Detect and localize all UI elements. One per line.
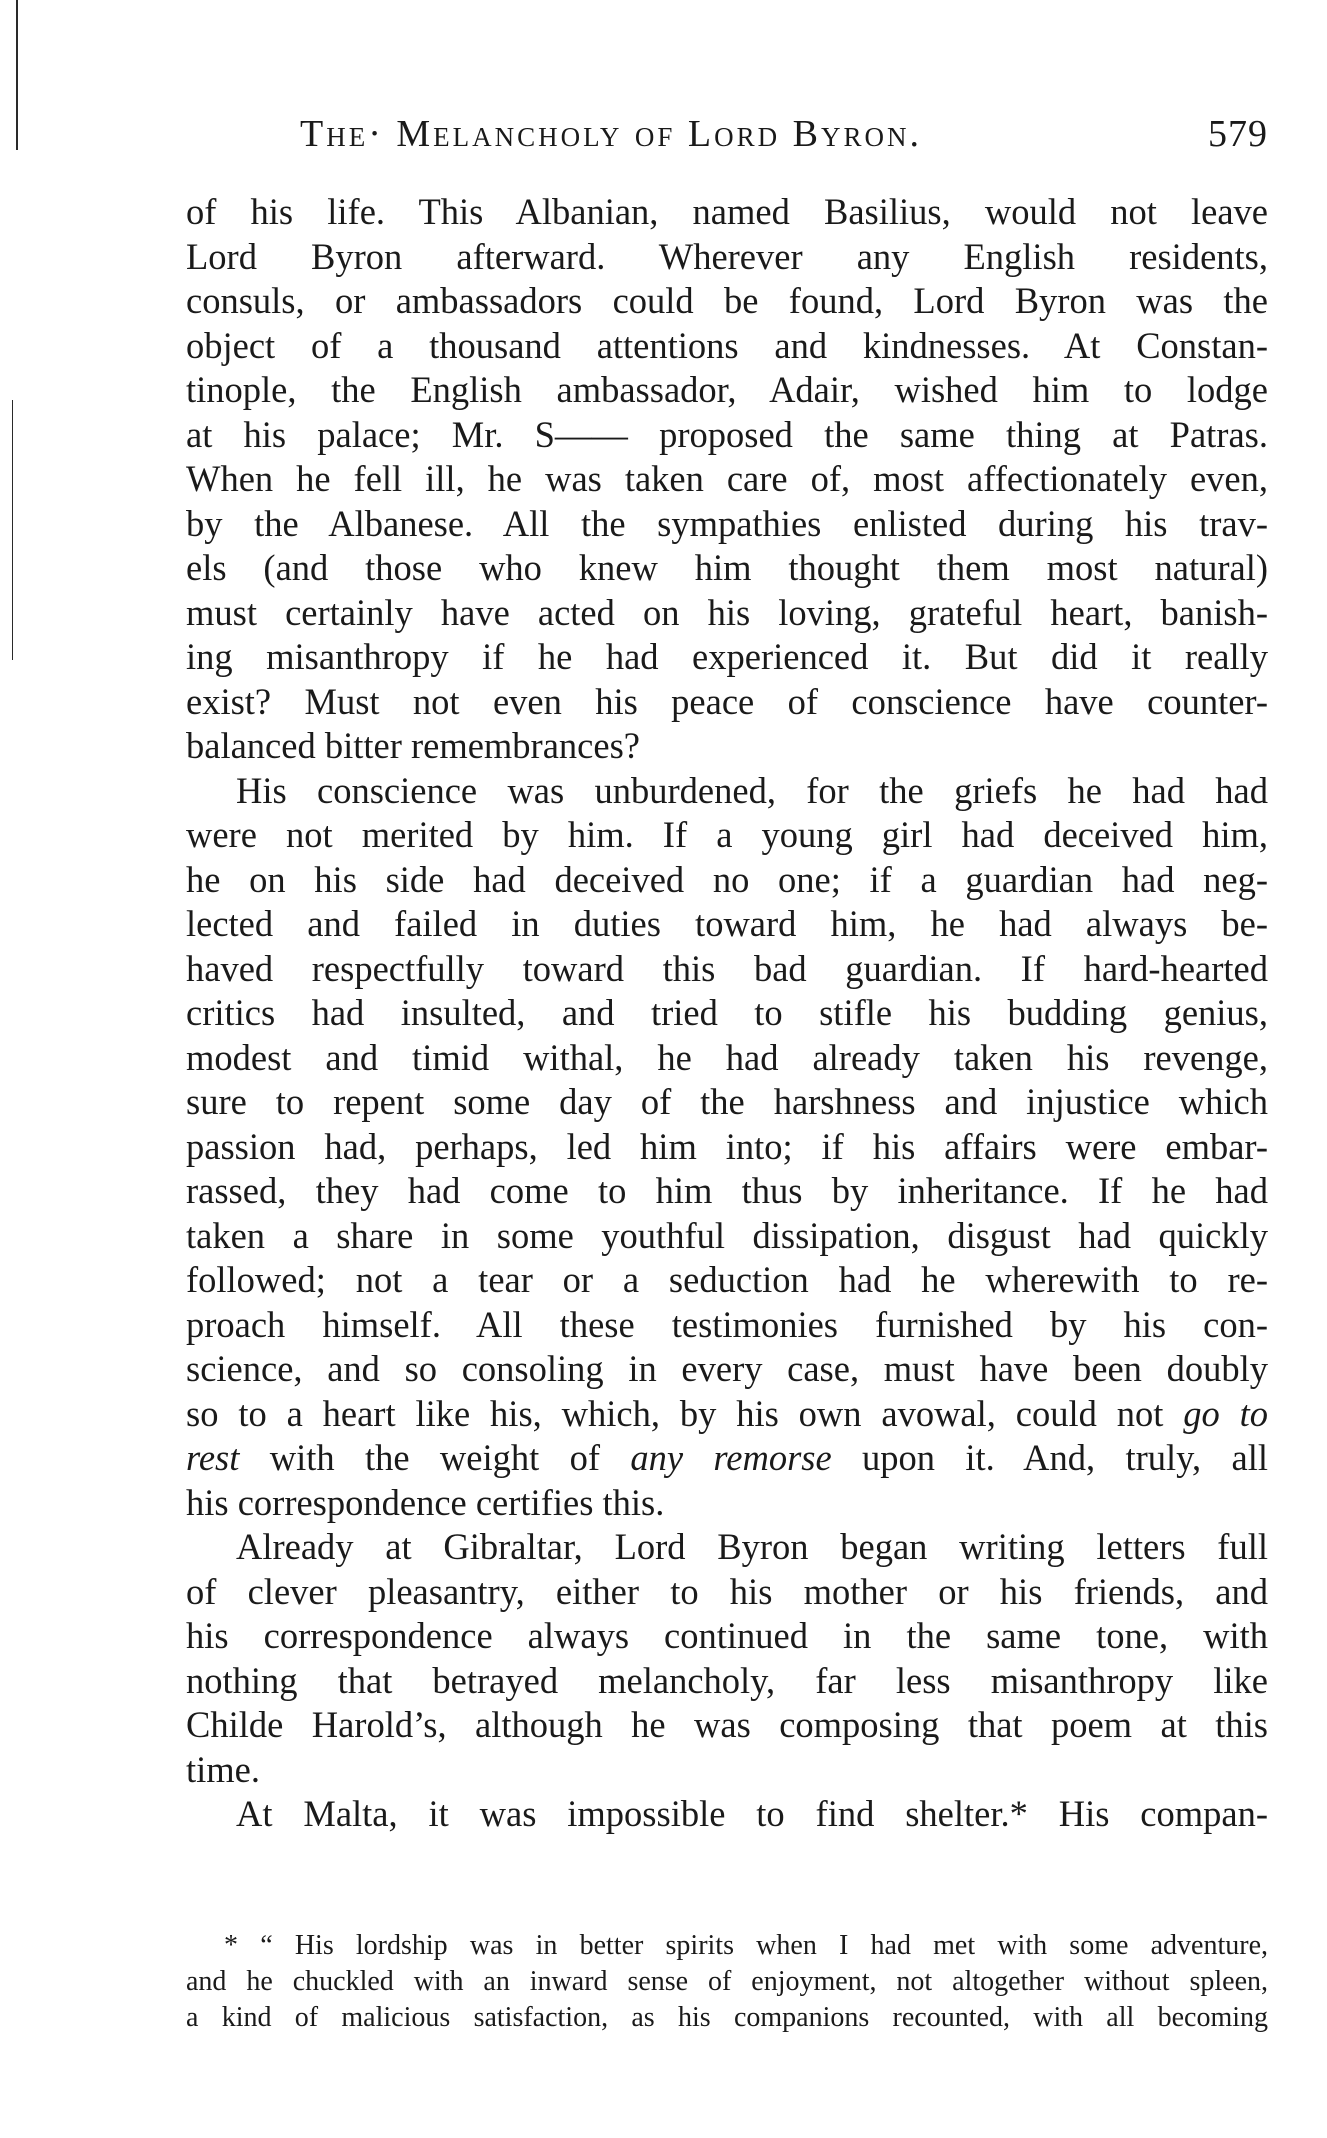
- text-run: so to a heart like his, which, by his own avowal, could not: [186, 1392, 1184, 1434]
- text-line: passion had, perhaps, led him into; if his affairs were embar-: [186, 1125, 1268, 1167]
- text-line: proach himself. All these testimonies furnished by his con-: [186, 1303, 1268, 1345]
- paragraph: [186, 1792, 1268, 1837]
- text-line: by the Albanese. All the sympathies enlisted during his trav-: [186, 502, 1268, 544]
- running-head-title: The· Melancholy of Lord Byron.: [300, 113, 923, 155]
- text-line: time.: [186, 1748, 260, 1790]
- paragraph: [186, 190, 1268, 769]
- text-line: object of a thousand attentions and kindnesses. At Constan-: [186, 324, 1268, 366]
- text-line: must certainly have acted on his loving, grateful heart, banish-: [186, 591, 1268, 633]
- text-line: consuls, or ambassadors could be found, Lord Byron was the: [186, 280, 1268, 321]
- text-line: rassed, they had come to him thus by inheritance. If he had: [186, 1170, 1268, 1211]
- text-run: upon it. And, truly, all: [831, 1437, 1268, 1478]
- text-line-italic-mix: [186, 1392, 1268, 1437]
- text-line: balanced bitter remembrances?: [186, 725, 640, 766]
- text-line: His conscience was unburdened, for the griefs he had had: [236, 769, 1268, 811]
- text-line: ing misanthropy if he had experienced it. But did it really: [186, 636, 1268, 677]
- text-line: lected and failed in duties toward him, he had always be-: [186, 903, 1268, 944]
- text-line: When he fell ill, he was taken care of, most affectionately even,: [186, 458, 1268, 499]
- text-run: with the weight of: [239, 1437, 631, 1478]
- text-line: followed; not a tear or a seduction had he wherewith to re-: [186, 1259, 1268, 1300]
- text-line: taken a share in some youthful dissipation, disgust had quickly: [186, 1214, 1268, 1256]
- text-line-italic-mix: [186, 1436, 1268, 1481]
- scan-margin-mark: [12, 400, 13, 660]
- text-line: At Malta, it was impossible to find shelter.* His compan-: [236, 1793, 1268, 1834]
- text-line: exist? Must not even his peace of conscience have counter-: [186, 680, 1268, 722]
- text-line: nothing that betrayed melancholy, far less misanthropy like: [186, 1659, 1268, 1701]
- scan-margin-mark: [16, 0, 18, 150]
- text-line: els (and those who knew him thought them most natural): [186, 547, 1268, 588]
- text-line: of his life. This Albanian, named Basilius, would not leave: [186, 191, 1268, 232]
- text-line: were not merited by him. If a young girl had deceived him,: [186, 814, 1268, 855]
- text-line: modest and timid withal, he had already taken his revenge,: [186, 1036, 1268, 1078]
- footnote: [186, 1928, 1268, 2036]
- text-line: science, and so consoling in every case, must have been doubly: [186, 1348, 1268, 1389]
- body-text: [186, 190, 1268, 1837]
- text-line: haved respectfully toward this bad guardian. If hard-hearted: [186, 947, 1268, 989]
- text-line: Lord Byron afterward. Wherever any English residents,: [186, 235, 1268, 277]
- footnote-line: a kind of malicious satisfaction, as his companions recounted, with all becoming: [186, 2002, 1268, 2033]
- italic-run: rest: [186, 1437, 240, 1478]
- text-line: of clever pleasantry, either to his mother or his friends, and: [186, 1570, 1268, 1612]
- text-line: critics had insulted, and tried to stifle his budding genius,: [186, 992, 1268, 1033]
- text-line: he on his side had deceived no one; if a guardian had neg-: [186, 858, 1268, 900]
- italic-run: any remorse: [630, 1437, 832, 1478]
- italic-run: go to: [1183, 1392, 1268, 1434]
- paragraph: [186, 1525, 1268, 1792]
- footnote-line: * “ His lordship was in better spirits when I had met with some adventure,: [224, 1930, 1268, 1961]
- page-number: 579: [1208, 113, 1268, 155]
- footnote-line: and he chuckled with an inward sense of enjoyment, not altogether without spleen,: [186, 1966, 1268, 1997]
- text-line: his correspondence certifies this.: [186, 1481, 665, 1523]
- text-line: his correspondence always continued in the same tone, with: [186, 1615, 1268, 1656]
- text-line: sure to repent some day of the harshness and injustice which: [186, 1081, 1268, 1122]
- running-head: [300, 112, 1268, 162]
- text-line: at his palace; Mr. S—— proposed the same thing at Patras.: [186, 413, 1268, 455]
- text-line: Already at Gibraltar, Lord Byron began writing letters full: [236, 1526, 1268, 1567]
- text-line: tinople, the English ambassador, Adair, wished him to lodge: [186, 369, 1268, 410]
- paragraph: [186, 769, 1268, 1526]
- text-line: Childe Harold’s, although he was composing that poem at this: [186, 1704, 1268, 1745]
